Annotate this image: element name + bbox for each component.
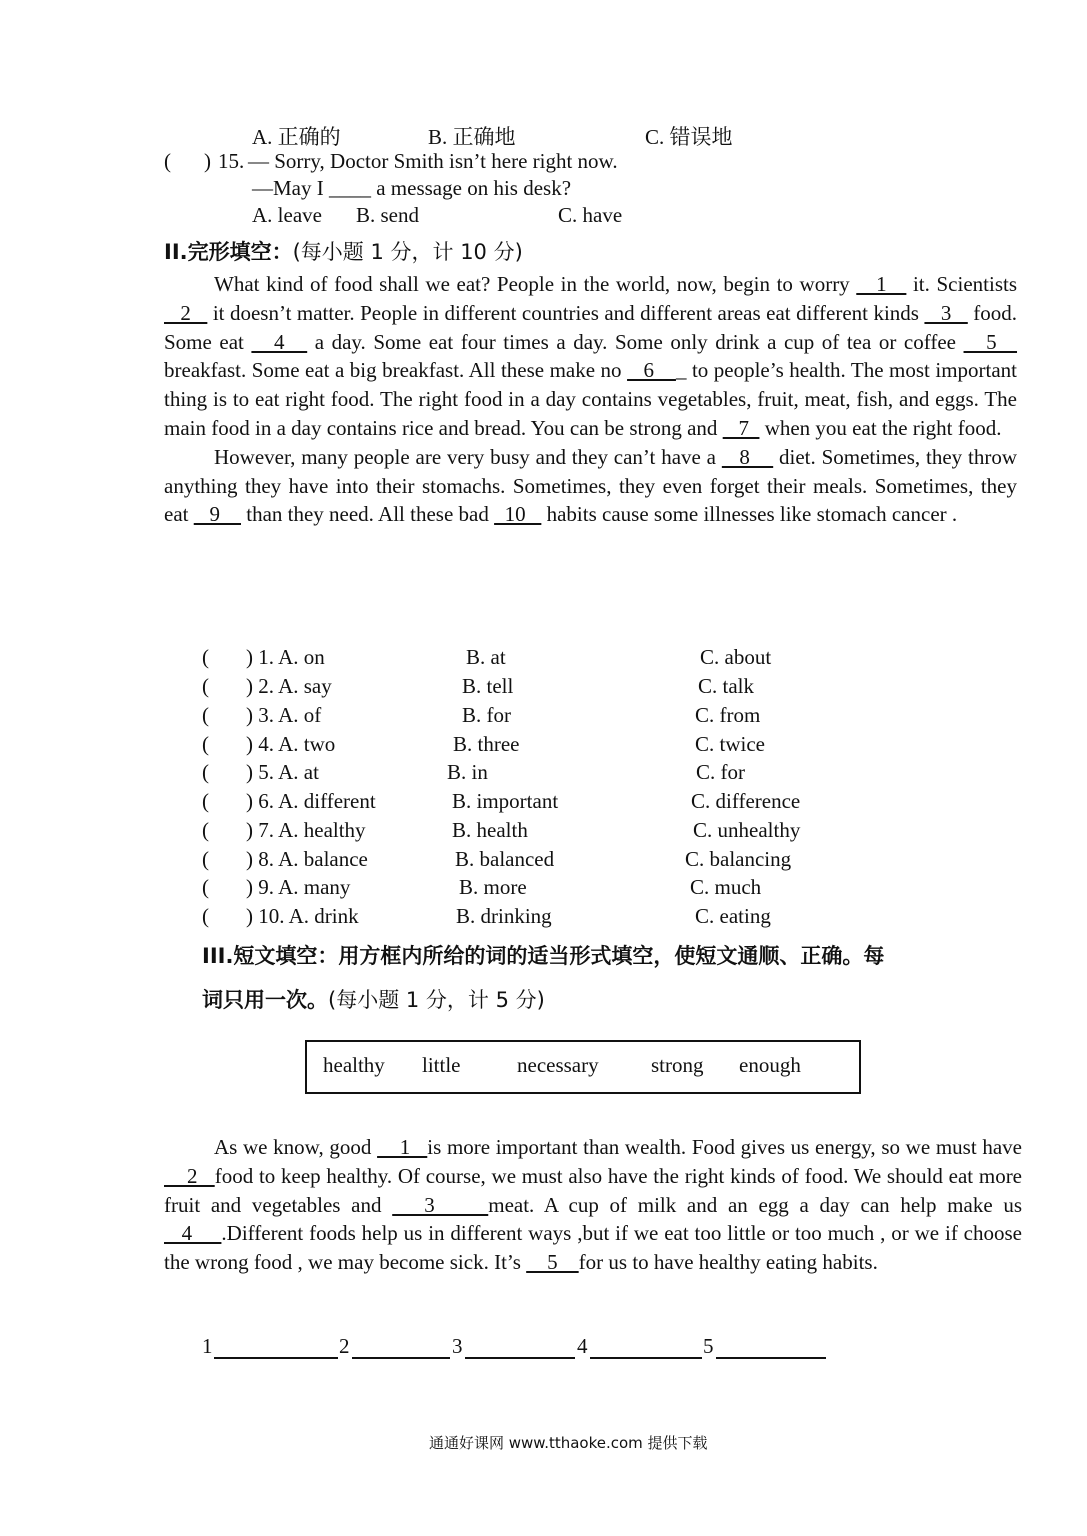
- section3-passage: [164, 1133, 1022, 1277]
- answer-number: 3: [452, 1334, 463, 1358]
- section2-note: (每小题 1 分，计 10 分): [292, 240, 523, 264]
- cloze-blank-7: 7: [722, 415, 760, 440]
- q14-option-c: C. 错误地: [645, 125, 733, 149]
- q15-paren-open: (: [164, 149, 171, 173]
- cloze-blank-10: 10: [494, 502, 542, 527]
- answer-number: 2: [339, 1334, 350, 1358]
- section3-heading-line1: III.短文填空：用方框内所给的词的适当形式填空，使短文通顺、正确。每: [202, 944, 885, 968]
- q14-option-a: A. 正确的: [252, 125, 341, 149]
- cloze-blank-8: 8: [721, 444, 774, 469]
- answer-line[interactable]: [465, 1357, 575, 1359]
- word-box-item: necessary: [517, 1053, 599, 1077]
- section2-passage: [164, 270, 1017, 529]
- word-box-item: little: [422, 1053, 461, 1077]
- cloze-blank-4: 4: [251, 329, 308, 354]
- answer-number: 4: [577, 1334, 588, 1358]
- section2-heading: [164, 236, 523, 266]
- fill-blank-3: 3: [392, 1192, 489, 1217]
- section3-heading-line2: [202, 984, 545, 1014]
- q15-line2: —May I ____ a message on his desk?: [252, 176, 572, 200]
- cloze-blank-2: 2: [164, 300, 208, 325]
- word-box: [305, 1040, 861, 1094]
- word-box-item: healthy: [323, 1053, 385, 1077]
- answer-line[interactable]: [590, 1357, 702, 1359]
- answer-line[interactable]: [214, 1357, 338, 1359]
- q15-line1: — Sorry, Doctor Smith isn’t here right now.: [248, 149, 618, 173]
- fill-blank-5: 5: [526, 1250, 579, 1275]
- answer-line[interactable]: [352, 1357, 450, 1359]
- cloze-blank-5: 5: [963, 329, 1018, 354]
- q15-option-c: C. have: [558, 203, 623, 227]
- fill-blank-2: 2: [164, 1163, 215, 1188]
- section2-title: II.完形填空：: [164, 240, 293, 264]
- q14-option-b: B. 正确地: [428, 125, 516, 149]
- cloze-blank-6: 6: [627, 358, 676, 383]
- section3-note: (每小题 1 分，计 5 分): [328, 988, 545, 1012]
- q15-option-b: B. send: [356, 203, 419, 227]
- page-footer: 通通好课网 www.tthaoke.com 提供下载: [429, 1434, 708, 1452]
- answer-number: 5: [703, 1334, 714, 1358]
- answer-number: 1: [202, 1334, 213, 1358]
- fill-blank-1: 1: [377, 1135, 428, 1159]
- q15-number: 15.: [218, 149, 245, 173]
- word-box-item: enough: [739, 1053, 801, 1077]
- word-box-item: strong: [651, 1053, 704, 1077]
- fill-blank-4: 4: [164, 1221, 222, 1246]
- cloze-blank-3: 3: [924, 300, 968, 325]
- q15-option-a: A. leave: [252, 203, 322, 227]
- passage-paragraph-2: However, many people are very busy and they can’t have a 8 diet. Sometimes, they throw anything they have into their stomachs. Sometimes, they even forget their meals. Sometimes, they eat 9 than they need. All these bad 10 habits cause some illnesses like stomach cancer .: [164, 444, 1017, 527]
- section3-title: 词只用一次。: [202, 988, 328, 1012]
- passage-paragraph-3: As we know, good 1 is more important than wealth. Food gives us energy, so we must have 2 food to keep healthy. Of course, we must also have the right kinds of food. We should eat more fruit and vegetables and 3 meat. A cup of milk and an egg a day can help make us 4 .Different foods help us in different ways ,but if we eat too little or too much , or we if choose the wrong food , we may become sick. It’s 5 for us to have healthy eating habits.: [164, 1135, 1023, 1275]
- passage-paragraph-1: What kind of food shall we eat? People in the world, now, begin to worry 1 it. Scientists 2 it doesn’t matter. People in different countries and different areas eat different kinds 3 food. Some eat 4 a day. Some eat four times a day. Some only drink a cup of tea or coffee 5 breakfast. Some eat a big breakfast. All these make no 6 _ to people’s health. The most important thing is to eat right food. The right food in a day contains vegetables, fruit, meat, fish, and eggs. The main food in a day contains rice and bread. You can be strong and 7 when you eat the right food.: [164, 272, 1018, 440]
- q15-paren-close: ): [204, 149, 211, 173]
- cloze-blank-9: 9: [193, 502, 241, 527]
- cloze-blank-1: 1: [856, 272, 907, 296]
- answer-line[interactable]: [716, 1357, 826, 1359]
